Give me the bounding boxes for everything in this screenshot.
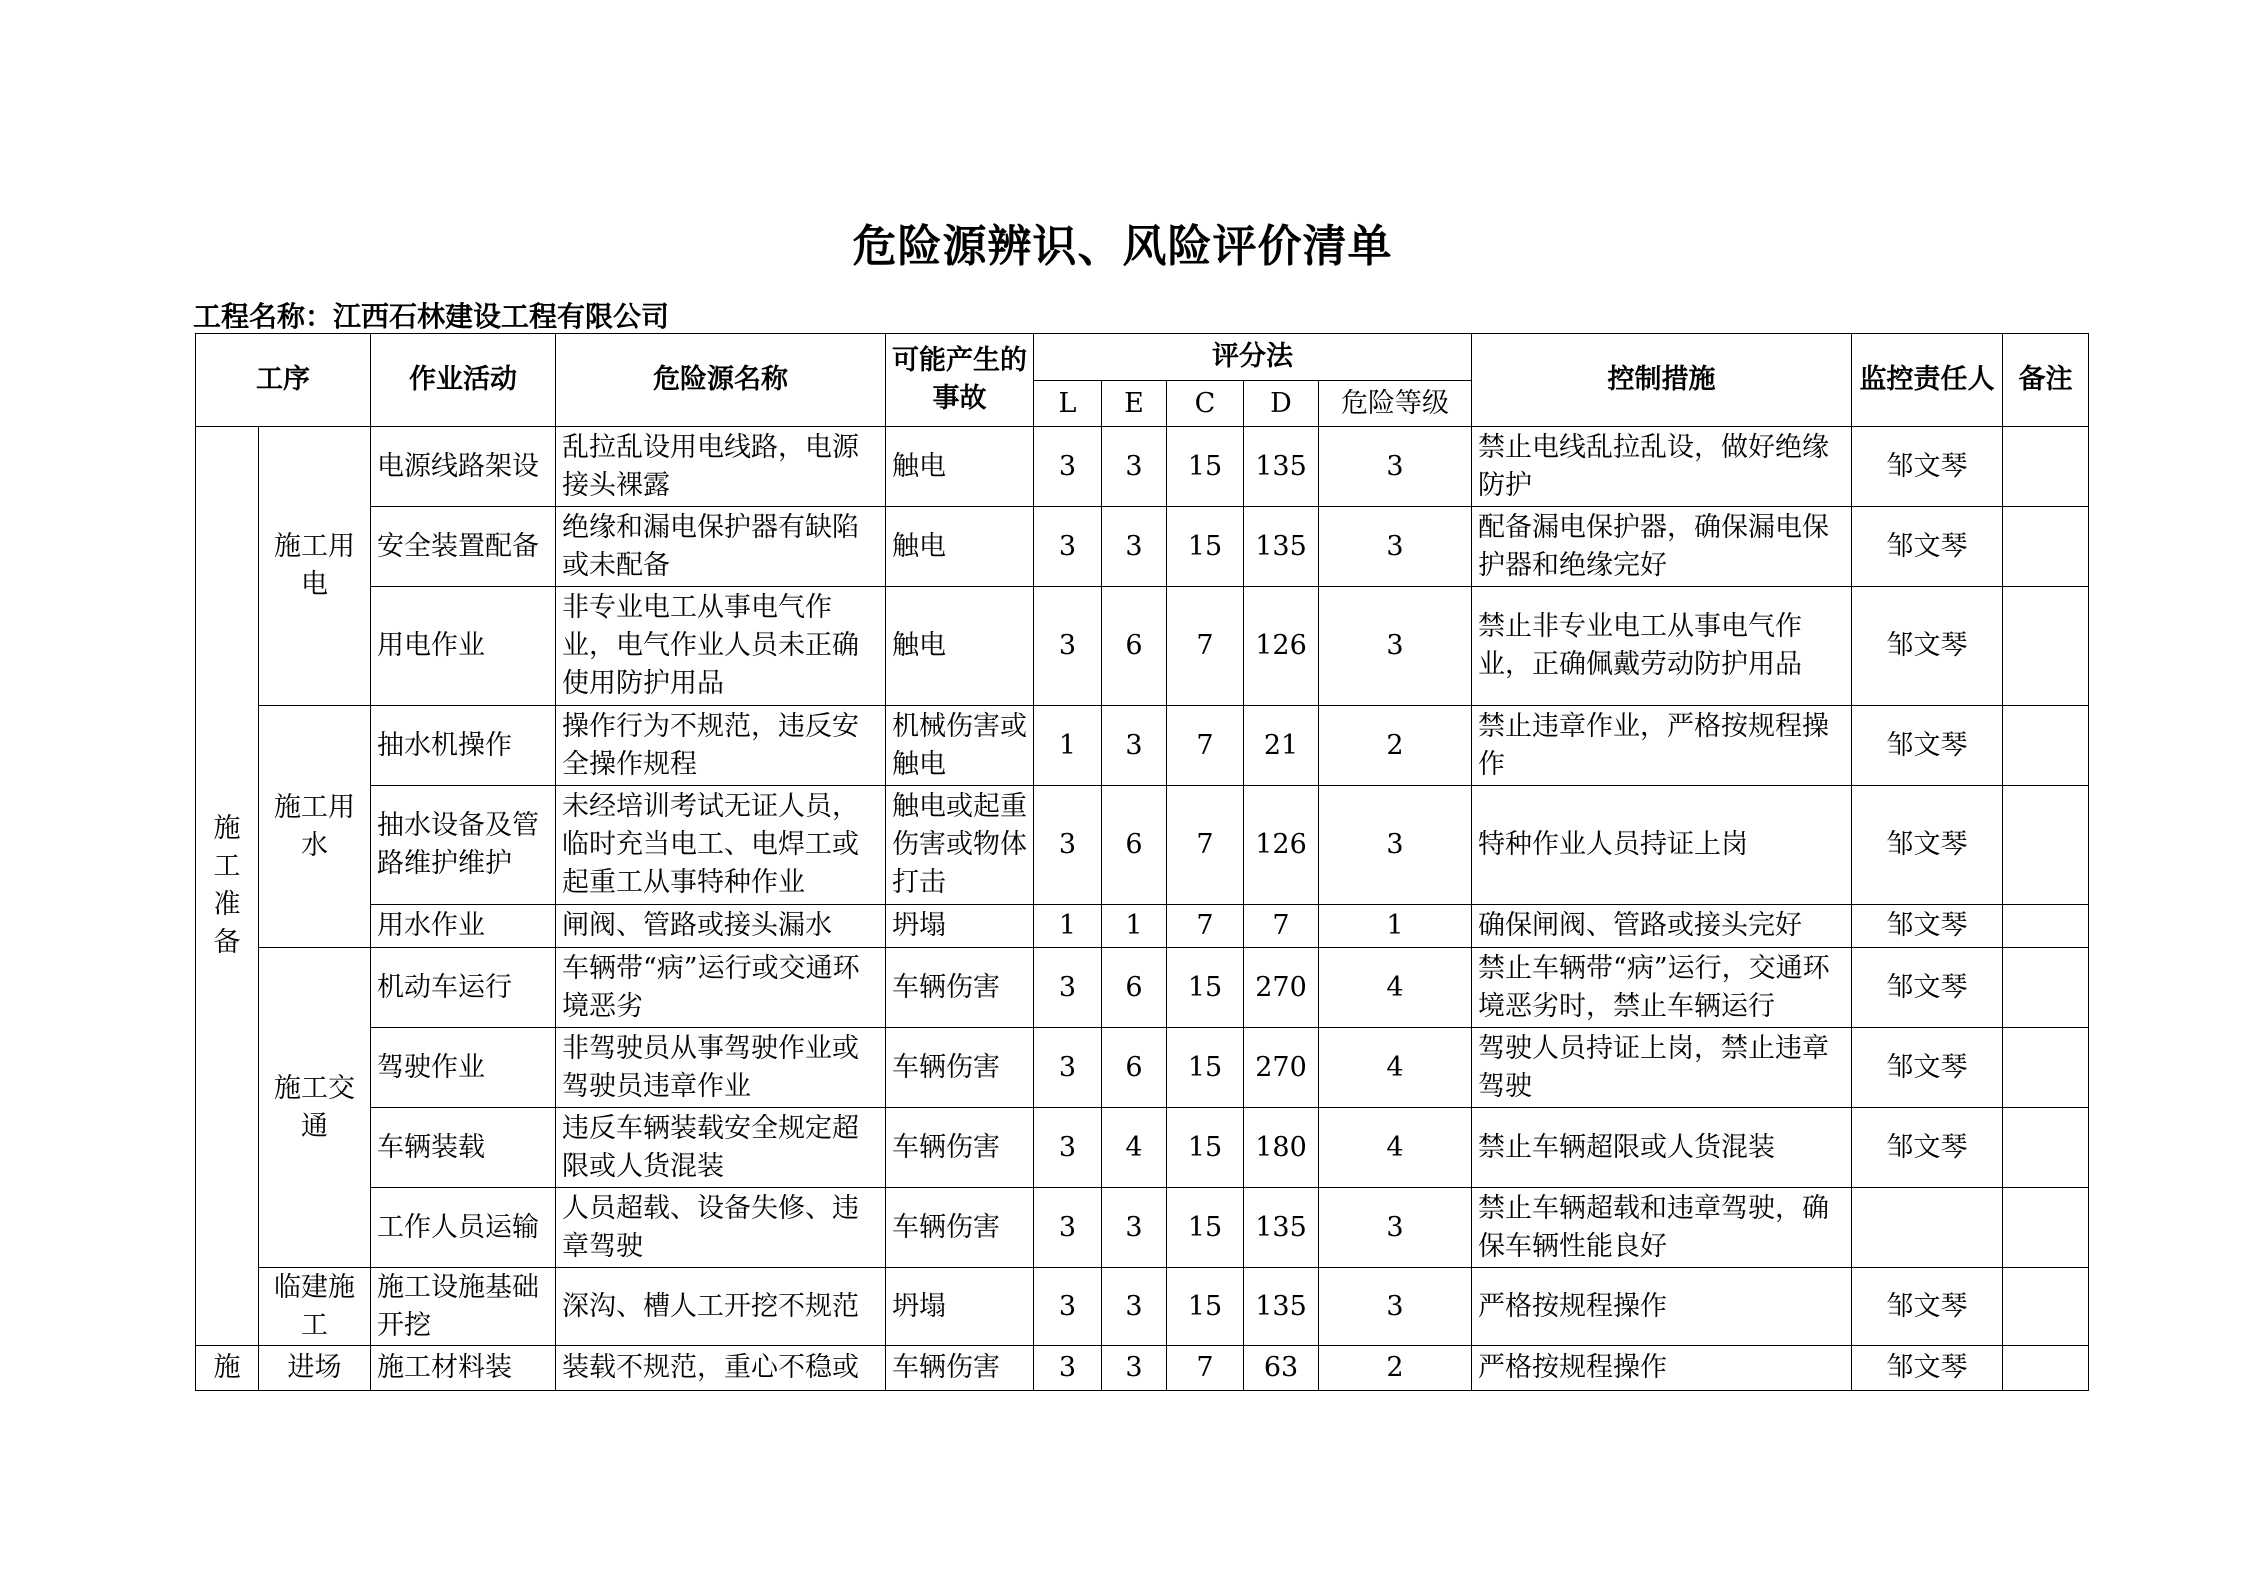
table-row [196,948,2089,1028]
score-d-cell: 270 [1244,1028,1319,1108]
activity-cell: 用电作业 [371,587,556,706]
score-c-cell: 7 [1167,587,1244,706]
level-cell: 1 [1319,905,1472,948]
score-e-cell: 6 [1102,948,1167,1028]
measures-cell: 禁止违章作业，严格按规程操作 [1472,706,1852,786]
remark-cell [2003,1028,2089,1108]
activity-cell: 施工材料装 [371,1346,556,1391]
header-hazard: 危险源名称 [556,334,886,427]
accident-cell: 坍塌 [886,1268,1034,1346]
group-cell: 施工用电 [259,427,371,706]
remark-cell [2003,786,2089,905]
activity-cell: 工作人员运输 [371,1188,556,1268]
stage-label: 施工准备 [213,813,241,958]
score-e-cell: 3 [1102,507,1167,587]
stage-cell: 施 [196,1346,259,1391]
group-cell: 进场 [259,1346,371,1391]
measures-cell: 驾驶人员持证上岗，禁止违章驾驶 [1472,1028,1852,1108]
page-title: 危险源辨识、风险评价清单 [852,221,1393,272]
accident-cell: 车辆伤害 [886,1108,1034,1188]
level-cell: 4 [1319,1108,1472,1188]
remark-cell [2003,427,2089,507]
hazard-cell: 操作行为不规范，违反安全操作规程 [556,706,886,786]
table-row [196,1268,2089,1346]
score-l-cell: 3 [1034,786,1102,905]
hazard-cell: 乱拉乱设用电线路，电源接头裸露 [556,427,886,507]
score-l-cell: 3 [1034,587,1102,706]
activity-cell: 安全装置配备 [371,507,556,587]
remark-cell [2003,1268,2089,1346]
measures-cell: 禁止电线乱拉乱设，做好绝缘防护 [1472,427,1852,507]
hazard-cell: 非专业电工从事电气作业，电气作业人员未正确使用防护用品 [556,587,886,706]
activity-cell: 机动车运行 [371,948,556,1028]
person-cell: 邹文琴 [1852,905,2003,948]
measures-cell: 严格按规程操作 [1472,1268,1852,1346]
table-row [196,1346,2089,1391]
group-cell: 施工交通 [259,948,371,1268]
score-l-cell: 3 [1034,948,1102,1028]
table-row [196,507,2089,587]
accident-cell: 触电 [886,507,1034,587]
accident-cell: 触电或起重伤害或物体打击 [886,786,1034,905]
table-row [196,905,2089,948]
accident-cell: 触电 [886,587,1034,706]
hazard-cell: 非驾驶员从事驾驶作业或驾驶员违章作业 [556,1028,886,1108]
score-d-cell: 7 [1244,905,1319,948]
person-cell: 邹文琴 [1852,786,2003,905]
score-l-cell: 3 [1034,1188,1102,1268]
header-e: E [1102,381,1167,427]
level-cell: 3 [1319,1188,1472,1268]
score-c-cell: 15 [1167,507,1244,587]
level-cell: 3 [1319,587,1472,706]
person-cell: 邹文琴 [1852,507,2003,587]
score-c-cell: 7 [1167,1346,1244,1391]
measures-cell: 确保闸阀、管路或接头完好 [1472,905,1852,948]
score-l-cell: 1 [1034,905,1102,948]
accident-cell: 车辆伤害 [886,1028,1034,1108]
level-cell: 2 [1319,706,1472,786]
score-c-cell: 15 [1167,1268,1244,1346]
accident-cell: 车辆伤害 [886,948,1034,1028]
group-cell: 临建施工 [259,1268,371,1346]
header-row-1 [196,334,2089,381]
hazard-cell: 未经培训考试无证人员，临时充当电工、电焊工或起重工从事特种作业 [556,786,886,905]
remark-cell [2003,905,2089,948]
remark-cell [2003,1188,2089,1268]
level-cell: 4 [1319,1028,1472,1108]
score-d-cell: 126 [1244,786,1319,905]
header-scoring: 评分法 [1034,334,1472,381]
measures-cell: 特种作业人员持证上岗 [1472,786,1852,905]
hazard-cell: 车辆带“病”运行或交通环境恶劣 [556,948,886,1028]
hazard-cell: 人员超载、设备失修、违章驾驶 [556,1188,886,1268]
score-e-cell: 3 [1102,1188,1167,1268]
score-d-cell: 21 [1244,706,1319,786]
score-e-cell: 6 [1102,1028,1167,1108]
score-l-cell: 3 [1034,507,1102,587]
level-cell: 4 [1319,948,1472,1028]
measures-cell: 禁止非专业电工从事电气作业，正确佩戴劳动防护用品 [1472,587,1852,706]
header-accident: 可能产生的事故 [886,334,1034,427]
activity-cell: 电源线路架设 [371,427,556,507]
score-e-cell: 3 [1102,427,1167,507]
person-cell: 邹文琴 [1852,427,2003,507]
score-e-cell: 6 [1102,786,1167,905]
score-e-cell: 3 [1102,1346,1167,1391]
measures-cell: 禁止车辆超载和违章驾驶，确保车辆性能良好 [1472,1188,1852,1268]
score-e-cell: 4 [1102,1108,1167,1188]
header-c: C [1167,381,1244,427]
measures-cell: 配备漏电保护器，确保漏电保护器和绝缘完好 [1472,507,1852,587]
score-d-cell: 135 [1244,1268,1319,1346]
hazard-table [195,333,2089,1391]
score-c-cell: 7 [1167,706,1244,786]
table-row [196,786,2089,905]
remark-cell [2003,706,2089,786]
hazard-cell: 深沟、槽人工开挖不规范 [556,1268,886,1346]
level-cell: 3 [1319,1268,1472,1346]
activity-cell: 用水作业 [371,905,556,948]
level-cell: 3 [1319,786,1472,905]
table-row [196,1028,2089,1108]
score-l-cell: 3 [1034,1346,1102,1391]
score-d-cell: 270 [1244,948,1319,1028]
person-cell: 邹文琴 [1852,1346,2003,1391]
table-row [196,706,2089,786]
person-cell: 邹文琴 [1852,1028,2003,1108]
table-row [196,587,2089,706]
score-l-cell: 3 [1034,1108,1102,1188]
score-e-cell: 3 [1102,706,1167,786]
score-l-cell: 3 [1034,1028,1102,1108]
header-activity: 作业活动 [371,334,556,427]
activity-cell: 施工设施基础开挖 [371,1268,556,1346]
table-row [196,1108,2089,1188]
remark-cell [2003,507,2089,587]
hazard-cell: 违反车辆装载安全规定超限或人货混装 [556,1108,886,1188]
score-d-cell: 135 [1244,507,1319,587]
score-c-cell: 7 [1167,786,1244,905]
level-cell: 3 [1319,427,1472,507]
score-c-cell: 15 [1167,1188,1244,1268]
header-d: D [1244,381,1319,427]
header-level: 危险等级 [1319,381,1472,427]
activity-cell: 驾驶作业 [371,1028,556,1108]
score-l-cell: 1 [1034,706,1102,786]
person-cell: 邹文琴 [1852,587,2003,706]
score-c-cell: 15 [1167,1028,1244,1108]
level-cell: 3 [1319,507,1472,587]
score-c-cell: 15 [1167,948,1244,1028]
score-d-cell: 180 [1244,1108,1319,1188]
person-cell: 邹文琴 [1852,1108,2003,1188]
measures-cell: 禁止车辆带“病”运行，交通环境恶劣时，禁止车辆运行 [1472,948,1852,1028]
stage-cell [196,427,259,1346]
activity-cell: 车辆装载 [371,1108,556,1188]
remark-cell [2003,1346,2089,1391]
accident-cell: 触电 [886,427,1034,507]
score-e-cell: 3 [1102,1268,1167,1346]
project-name: 工程名称：江西石林建设工程有限公司 [193,300,670,333]
accident-cell: 车辆伤害 [886,1346,1034,1391]
header-responsible: 监控责任人 [1852,334,2003,427]
accident-cell: 机械伤害或触电 [886,706,1034,786]
header-remarks: 备注 [2003,334,2089,427]
person-cell: 邹文琴 [1852,706,2003,786]
activity-cell: 抽水机操作 [371,706,556,786]
measures-cell: 严格按规程操作 [1472,1346,1852,1391]
hazard-cell: 绝缘和漏电保护器有缺陷或未配备 [556,507,886,587]
accident-cell: 坍塌 [886,905,1034,948]
score-e-cell: 1 [1102,905,1167,948]
person-cell: 邹文琴 [1852,948,2003,1028]
remark-cell [2003,587,2089,706]
person-cell: 邹文琴 [1852,1268,2003,1346]
header-measures: 控制措施 [1472,334,1852,427]
score-e-cell: 6 [1102,587,1167,706]
remark-cell [2003,948,2089,1028]
header-process: 工序 [196,334,371,427]
level-cell: 2 [1319,1346,1472,1391]
person-cell [1852,1188,2003,1268]
hazard-cell: 闸阀、管路或接头漏水 [556,905,886,948]
score-c-cell: 15 [1167,1108,1244,1188]
header-l: L [1034,381,1102,427]
score-d-cell: 135 [1244,427,1319,507]
accident-cell: 车辆伤害 [886,1188,1034,1268]
table-row [196,1188,2089,1268]
score-d-cell: 126 [1244,587,1319,706]
score-c-cell: 15 [1167,427,1244,507]
group-cell: 施工用水 [259,706,371,948]
score-l-cell: 3 [1034,427,1102,507]
remark-cell [2003,1108,2089,1188]
hazard-cell: 装载不规范，重心不稳或 [556,1346,886,1391]
score-d-cell: 63 [1244,1346,1319,1391]
score-c-cell: 7 [1167,905,1244,948]
activity-cell: 抽水设备及管路维护维护 [371,786,556,905]
table-row [196,427,2089,507]
measures-cell: 禁止车辆超限或人货混装 [1472,1108,1852,1188]
score-d-cell: 135 [1244,1188,1319,1268]
score-l-cell: 3 [1034,1268,1102,1346]
